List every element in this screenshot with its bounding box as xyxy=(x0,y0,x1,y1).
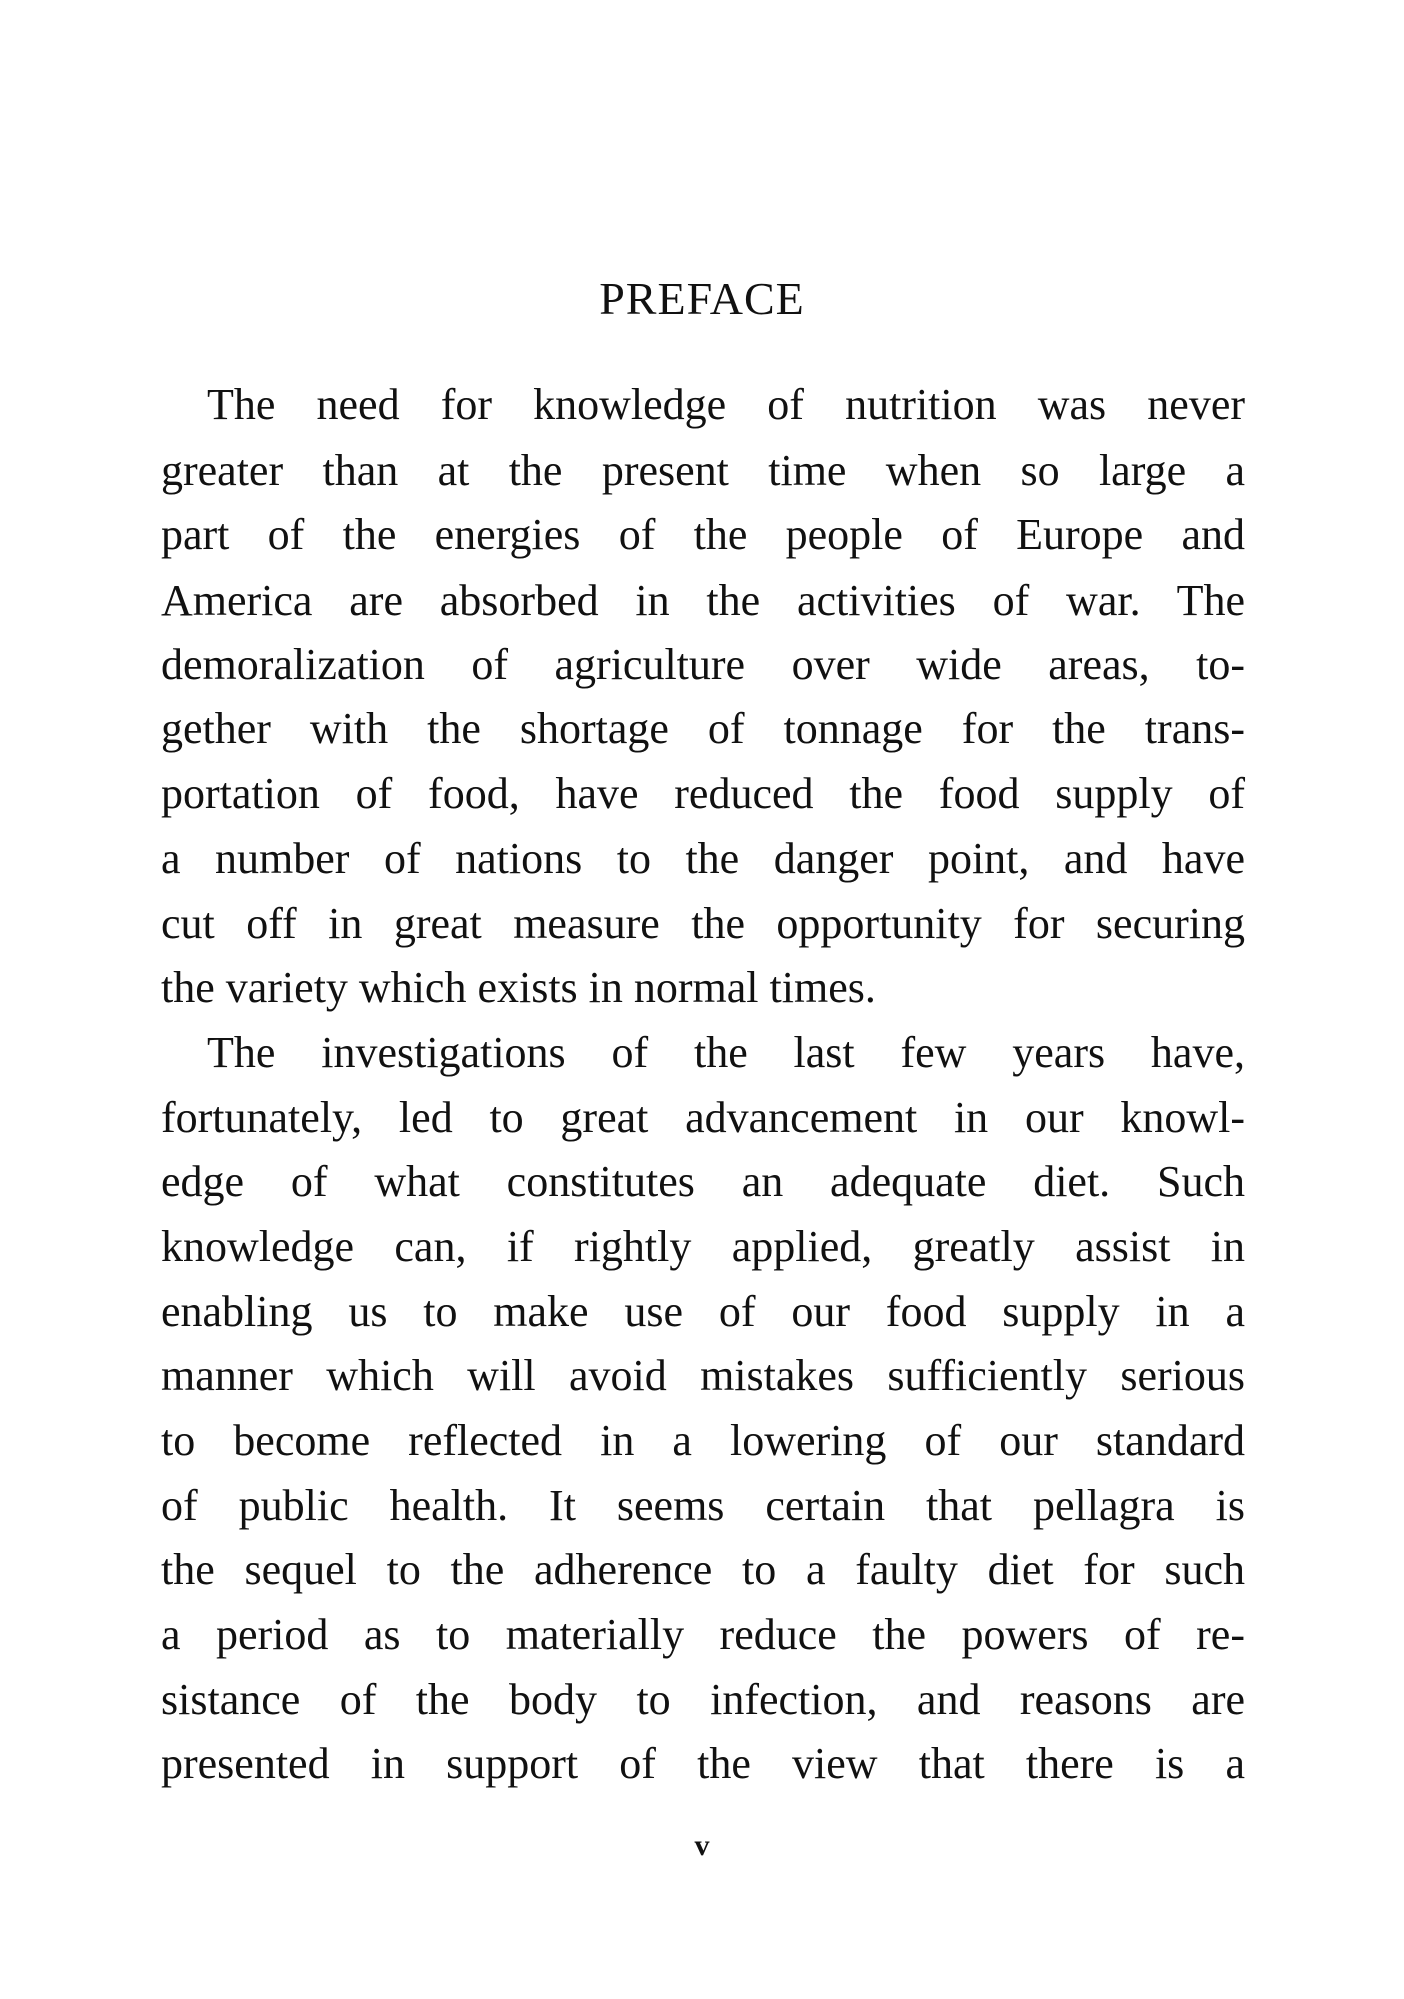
page-title: PREFACE xyxy=(599,273,805,324)
text-line: the variety which exists in normal times. xyxy=(161,963,876,1012)
text-line: edge of what constitutes an adequate diet. Such xyxy=(161,1157,1245,1206)
text-line: enabling us to make use of our food supply in a xyxy=(161,1287,1245,1336)
text-line: sistance of the body to infection, and reasons are xyxy=(161,1675,1245,1724)
text-line: portation of food, have reduced the food supply of xyxy=(161,769,1245,818)
text-line: gether with the shortage of tonnage for the trans- xyxy=(161,704,1245,753)
text-line: manner which will avoid mistakes sufficiently serious xyxy=(161,1351,1245,1400)
text-line: a number of nations to the danger point, and have xyxy=(161,834,1245,883)
text-line: The investigations of the last few years have, xyxy=(207,1028,1245,1077)
text-line: demoralization of agriculture over wide areas, to- xyxy=(161,640,1245,689)
text-line: a period as to materially reduce the powers of re- xyxy=(161,1610,1245,1659)
text-line: presented in support of the view that there is a xyxy=(161,1739,1245,1788)
text-line: to become reflected in a lowering of our standard xyxy=(161,1416,1245,1465)
text-line: cut off in great measure the opportunity for securing xyxy=(161,899,1245,948)
text-line: greater than at the present time when so large a xyxy=(161,446,1245,495)
text-line: of public health. It seems certain that pellagra is xyxy=(161,1481,1245,1530)
text-line: The need for knowledge of nutrition was never xyxy=(207,380,1245,429)
text-line: America are absorbed in the activities of war. The xyxy=(161,576,1245,625)
text-line: fortunately, led to great advancement in our knowl- xyxy=(161,1093,1245,1142)
text-line: the sequel to the adherence to a faulty diet for such xyxy=(161,1545,1245,1594)
text-line: part of the energies of the people of Europe and xyxy=(161,510,1245,559)
text-line: knowledge can, if rightly applied, greatly assist in xyxy=(161,1222,1245,1271)
page-number: v xyxy=(694,1829,710,1862)
